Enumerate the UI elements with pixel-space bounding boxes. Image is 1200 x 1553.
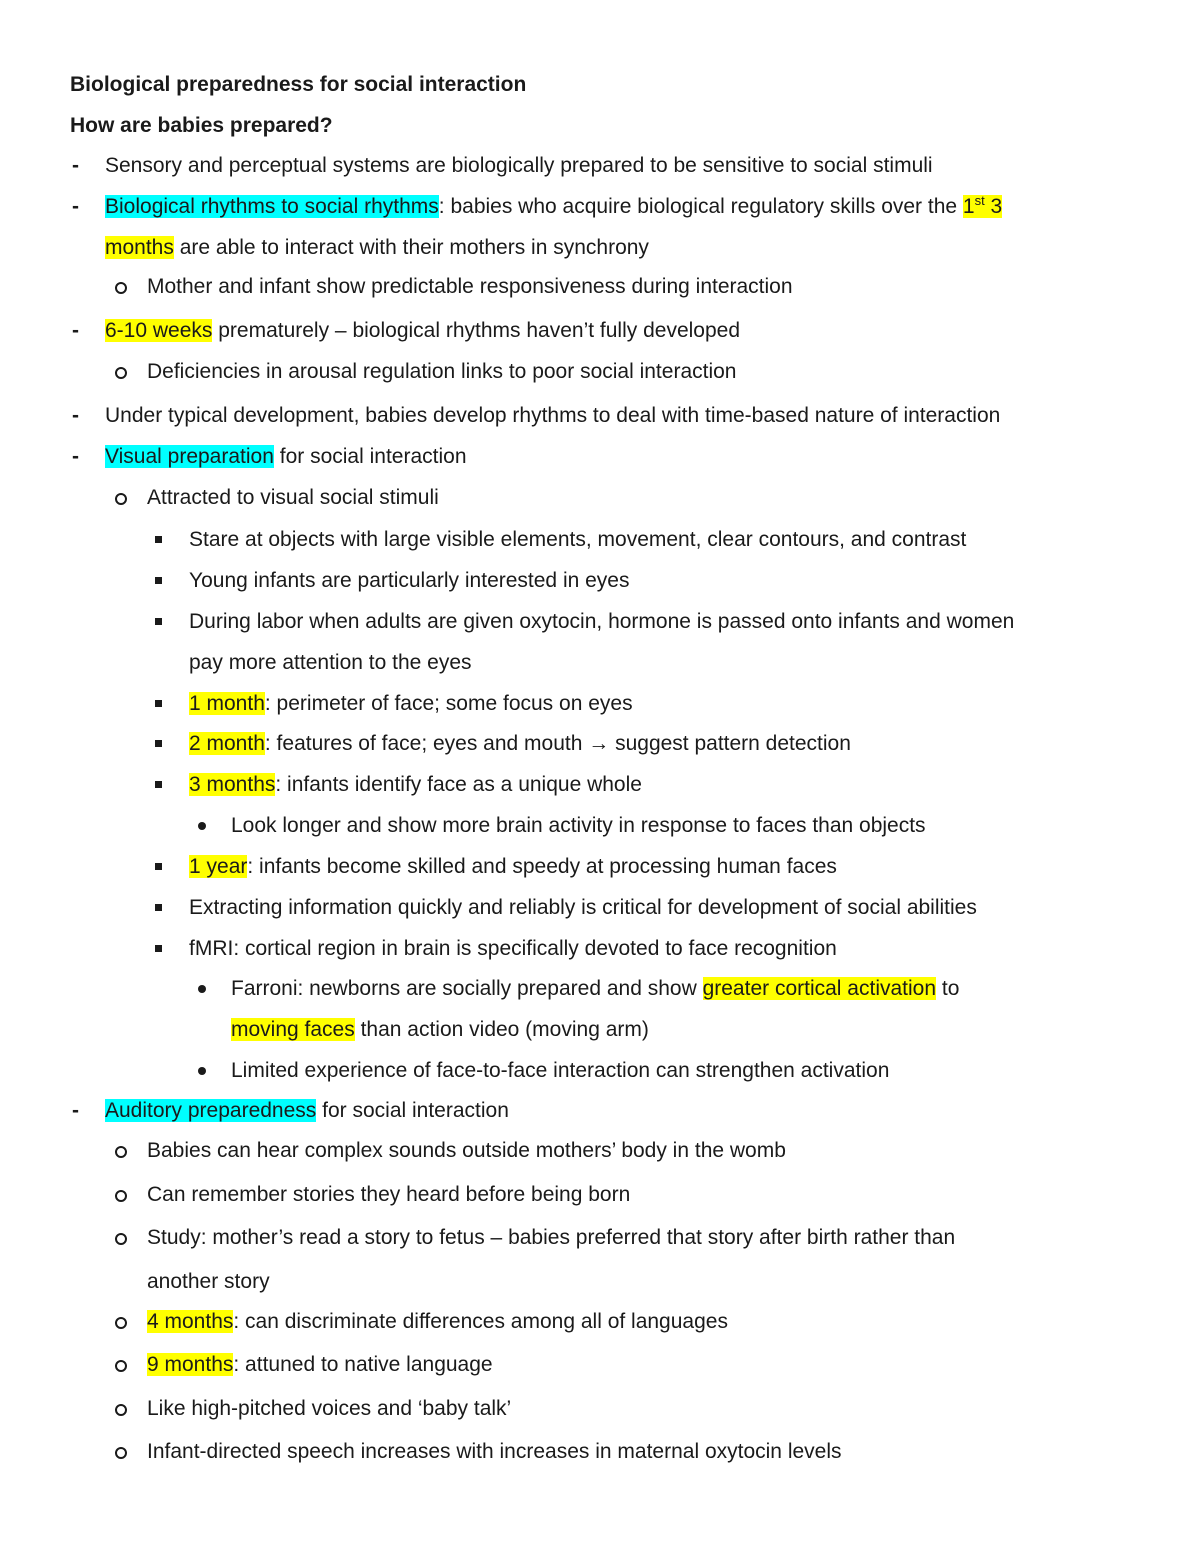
dot-bullet xyxy=(198,822,206,830)
text-run: : infants identify face as a unique whole xyxy=(275,773,642,796)
square-bullet xyxy=(155,536,162,543)
list-item: Study: mother’s read a story to fetus – babies preferred that story after birth rather than xyxy=(147,1226,956,1249)
square-bullet xyxy=(155,945,162,952)
list-item-continuation xyxy=(231,1016,649,1044)
circle-bullet xyxy=(115,1146,127,1158)
dot-bullet xyxy=(198,985,206,993)
circle-bullet xyxy=(115,1404,127,1416)
circle-bullet xyxy=(115,1233,127,1245)
list-item xyxy=(189,730,851,758)
text-run: to xyxy=(936,977,960,1000)
list-item: Limited experience of face-to-face interaction can strengthen activation xyxy=(231,1059,890,1082)
text-run: Farroni: newborns are socially prepared and show xyxy=(231,977,703,1000)
circle-bullet xyxy=(115,282,127,294)
text-run: : babies who acquire biological regulatory skills over the xyxy=(438,195,963,218)
text-run: 1 xyxy=(962,195,975,218)
circle-bullet xyxy=(115,1360,127,1372)
list-item: Like high-pitched voices and ‘baby talk’ xyxy=(147,1397,512,1420)
list-item xyxy=(147,1351,493,1379)
text-run: for social interaction xyxy=(316,1099,509,1122)
list-item: Stare at objects with large visible elements, movement, clear contours, and contrast xyxy=(189,528,967,551)
dot-bullet xyxy=(198,1067,206,1075)
list-item xyxy=(105,1097,509,1125)
list-item: Babies can hear complex sounds outside mothers’ body in the womb xyxy=(147,1139,786,1162)
square-bullet xyxy=(155,904,162,911)
document-subtitle: How are babies prepared? xyxy=(70,114,333,137)
highlight-yellow: 4 months xyxy=(147,1310,234,1333)
list-item xyxy=(189,853,837,881)
highlight-yellow: 9 months xyxy=(147,1353,234,1376)
highlight-yellow: moving faces xyxy=(231,1018,355,1041)
list-item-continuation: another story xyxy=(147,1270,270,1293)
list-item xyxy=(147,1308,728,1336)
circle-bullet xyxy=(115,493,127,505)
list-item: Mother and infant show predictable responsiveness during interaction xyxy=(147,275,793,298)
circle-bullet xyxy=(115,1447,127,1459)
text-run: : features of face; eyes and mouth xyxy=(264,732,589,755)
list-item: Can remember stories they heard before being born xyxy=(147,1183,631,1206)
text-run: prematurely – biological rhythms haven’t fully developed xyxy=(212,319,741,342)
highlight-cyan: Auditory preparedness xyxy=(105,1099,317,1122)
highlight-yellow: greater cortical activation xyxy=(702,977,937,1000)
list-item: Infant-directed speech increases with increases in maternal oxytocin levels xyxy=(147,1440,842,1463)
square-bullet xyxy=(155,577,162,584)
highlight-yellow: 6-10 weeks xyxy=(105,319,213,342)
dash-bullet: - xyxy=(72,319,79,342)
list-item xyxy=(189,690,633,718)
list-item xyxy=(105,443,467,471)
text-run: : attuned to native language xyxy=(233,1353,493,1376)
text-run: than action video (moving arm) xyxy=(354,1018,649,1041)
highlight-yellow: 3 months xyxy=(189,773,276,796)
square-bullet xyxy=(155,781,162,788)
highlight-cyan: Biological rhythms to social rhythms xyxy=(105,195,439,218)
square-bullet xyxy=(155,863,162,870)
list-item: fMRI: cortical region in brain is specifically devoted to face recognition xyxy=(189,937,837,960)
list-item: Deficiencies in arousal regulation links to poor social interaction xyxy=(147,360,737,383)
list-item: During labor when adults are given oxytocin, hormone is passed onto infants and women xyxy=(189,610,1015,633)
text-run: for social interaction xyxy=(273,445,467,468)
list-item: Extracting information quickly and reliably is critical for development of social abilities xyxy=(189,896,977,919)
arrow-icon: → xyxy=(588,732,610,755)
text-run: : infants become skilled and speedy at processing human faces xyxy=(247,855,837,878)
dash-bullet: - xyxy=(72,1099,79,1122)
list-item xyxy=(105,317,740,345)
list-item: Under typical development, babies develop rhythms to deal with time-based nature of interaction xyxy=(105,404,1001,427)
list-item-continuation xyxy=(105,234,649,262)
dash-bullet: - xyxy=(72,404,79,427)
square-bullet xyxy=(155,700,162,707)
square-bullet xyxy=(155,618,162,625)
text-run: are able to interact with their mothers in synchrony xyxy=(173,236,649,259)
highlight-yellow: 1 month xyxy=(189,692,265,715)
highlight-yellow: 2 month xyxy=(189,732,265,755)
square-bullet xyxy=(155,740,162,747)
list-item: Sensory and perceptual systems are biologically prepared to be sensitive to social stimuli xyxy=(105,154,933,177)
list-item: Attracted to visual social stimuli xyxy=(147,486,439,509)
list-item: Young infants are particularly interested in eyes xyxy=(189,569,630,592)
circle-bullet xyxy=(115,367,127,379)
text-run: 3 xyxy=(984,195,1003,218)
circle-bullet xyxy=(115,1190,127,1202)
dash-bullet: - xyxy=(72,195,79,218)
list-item xyxy=(105,193,1002,221)
list-item xyxy=(231,975,959,1003)
highlight-yellow: 1 year xyxy=(189,855,248,878)
list-item xyxy=(189,771,642,799)
highlight-yellow: months xyxy=(105,236,174,259)
highlight-yellow xyxy=(963,195,1002,218)
document-title: Biological preparedness for social interaction xyxy=(70,73,527,96)
superscript: st xyxy=(974,193,985,208)
text-run: : can discriminate differences among all of languages xyxy=(233,1310,728,1333)
list-item: Look longer and show more brain activity in response to faces than objects xyxy=(231,814,926,837)
text-run: suggest pattern detection xyxy=(609,732,851,755)
dash-bullet: - xyxy=(72,154,79,177)
highlight-cyan: Visual preparation xyxy=(105,445,274,468)
circle-bullet xyxy=(115,1317,127,1329)
dash-bullet: - xyxy=(72,445,79,468)
list-item-continuation: pay more attention to the eyes xyxy=(189,651,472,674)
text-run: : perimeter of face; some focus on eyes xyxy=(264,692,633,715)
